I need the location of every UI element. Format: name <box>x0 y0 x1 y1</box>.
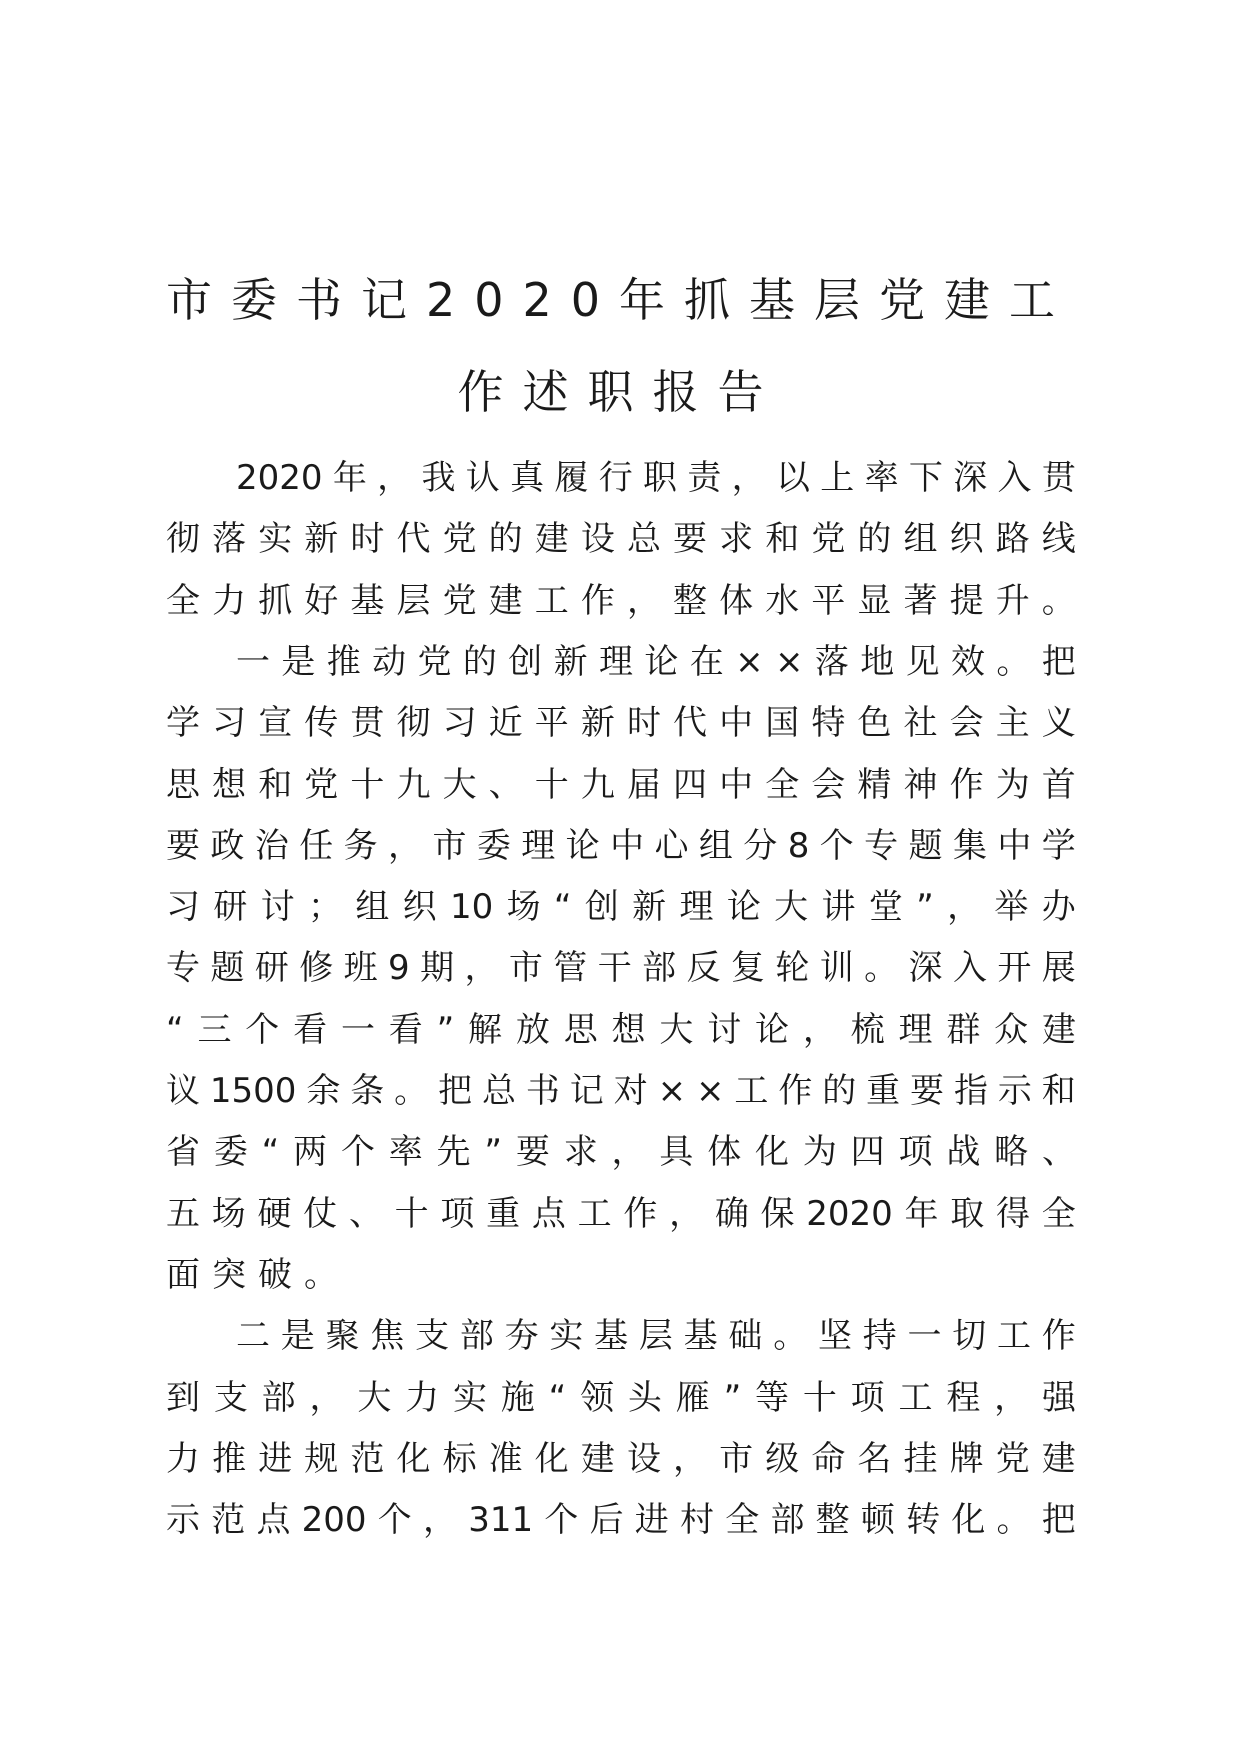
body-line: 力 推 进 规 范 化 标 准 化 建 设 ， 市 级 命 名 挂 牌 党 建 <box>166 1439 1076 1479</box>
body-line: 彻 落 实 新 时 代 党 的 建 设 总 要 求 和 党 的 组 织 路 线 <box>166 519 1076 559</box>
body-line: 二 是 聚 焦 支 部 夯 实 基 层 基 础 。 坚 持 一 切 工 作 <box>236 1316 1076 1356</box>
body-line: 一 是 推 动 党 的 创 新 理 论 在 × × 落 地 见 效 。 把 <box>236 642 1076 682</box>
body-line: 议 1500 余 条 。 把 总 书 记 对 × × 工 作 的 重 要 指 示 和 <box>166 1071 1076 1111</box>
body-line: 五 场 硬 仗 、 十 项 重 点 工 作 ， 确 保 2020 年 取 得 全 <box>166 1194 1076 1234</box>
body-line: 示 范 点 200 个 ， 311 个 后 进 村 全 部 整 顿 转 化 。 把 <box>166 1500 1076 1540</box>
body-line: 学 习 宣 传 贯 彻 习 近 平 新 时 代 中 国 特 色 社 会 主 义 <box>166 703 1076 743</box>
body-line: 专 题 研 修 班 9 期 ， 市 管 干 部 反 复 轮 训 。 深 入 开 展 <box>166 948 1076 988</box>
body-line: 习 研 讨 ； 组 织 10 场 “ 创 新 理 论 大 讲 堂 ” ， 举 办 <box>166 887 1076 927</box>
body-line: 面 突 破 。 <box>166 1255 338 1295</box>
body-line: 省 委 “ 两 个 率 先 ” 要 求 ， 具 体 化 为 四 项 战 略 、 <box>166 1132 1076 1172</box>
document-title-line-2: 作述职报告 <box>457 365 783 419</box>
body-line: 到 支 部 ， 大 力 实 施 “ 领 头 雁 ” 等 十 项 工 程 ， 强 <box>166 1378 1076 1418</box>
body-line: 2020 年 ， 我 认 真 履 行 职 责 ， 以 上 率 下 深 入 贯 <box>236 458 1076 498</box>
body-line: 全 力 抓 好 基 层 党 建 工 作 ， 整 体 水 平 显 著 提 升 。 <box>166 581 1076 621</box>
body-line: 要 政 治 任 务 ， 市 委 理 论 中 心 组 分 8 个 专 题 集 中 学 <box>166 826 1076 866</box>
document-title-line-1: 市委书记2020年抓基层党建工 <box>165 273 1075 327</box>
body-line: 思 想 和 党 十 九 大 、 十 九 届 四 中 全 会 精 神 作 为 首 <box>166 765 1076 805</box>
body-line: “ 三 个 看 一 看 ” 解 放 思 想 大 讨 论 ， 梳 理 群 众 建 <box>166 1010 1076 1050</box>
